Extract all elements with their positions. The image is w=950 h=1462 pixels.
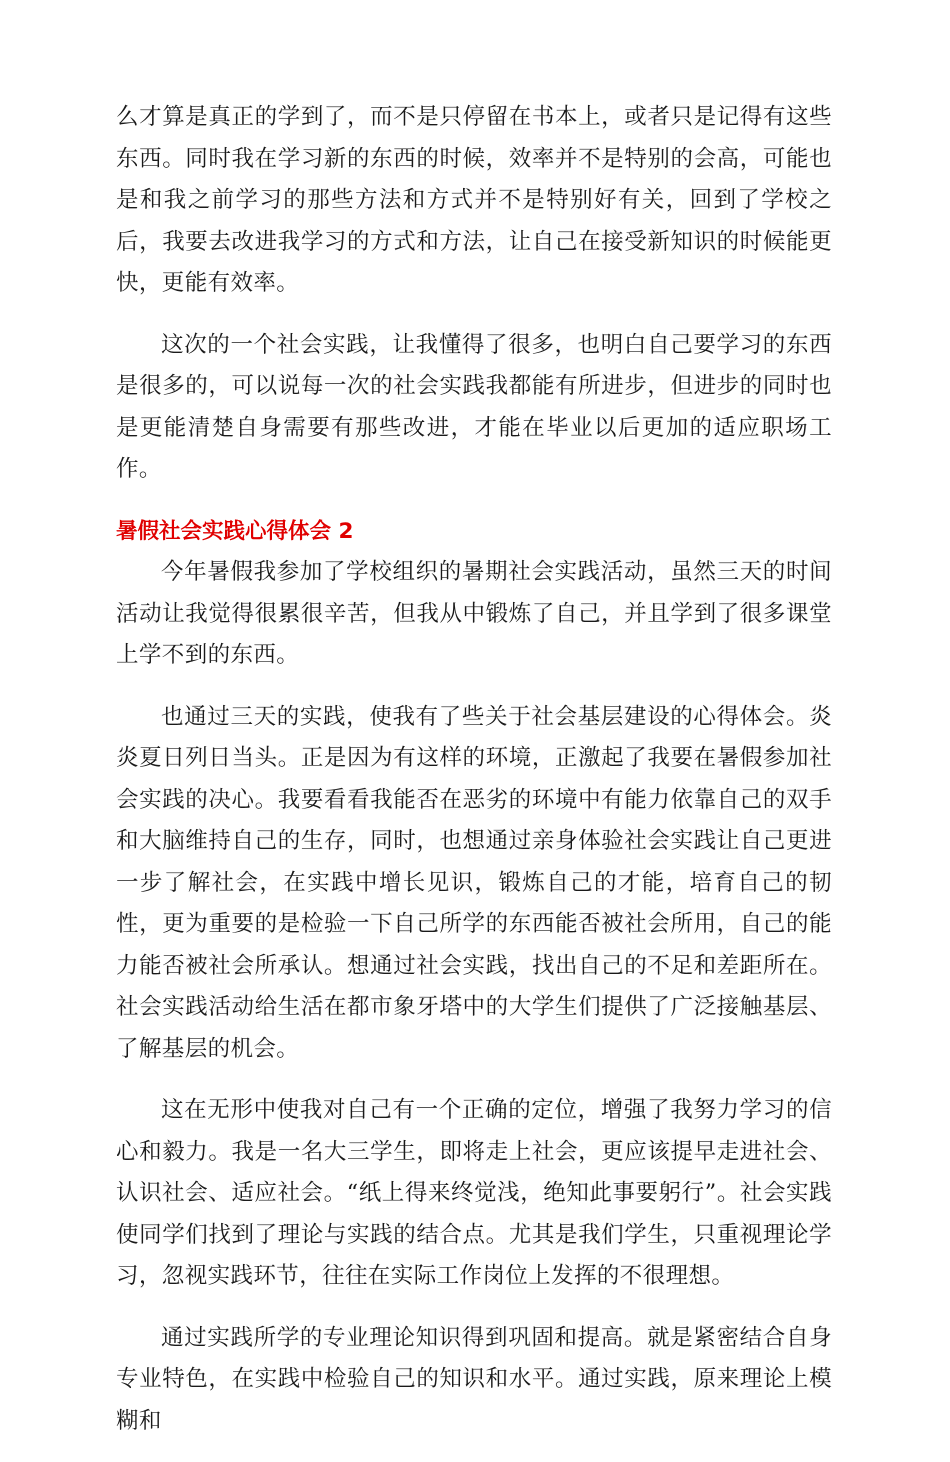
- paragraph-theory-consolidation: 通过实践所学的专业理论知识得到巩固和提高。就是紧密结合自身专业特色，在实践中检验自己的知识和水平。通过实践，原来理论上模糊和: [116, 1324, 832, 1434]
- paragraph-self-positioning: 这在无形中使我对自己有一个正确的定位，增强了我努力学习的信心和毅力。我是一名大三学生，即将走上社会，更应该提早走进社会、认识社会、适应社会。“纸上得来终觉浅，绝知此事要躬行”。社会实践使同学们找到了理论与实践的结合点。尤其是我们学生，只重视理论学习，忽视实践环节，往往在实际工作岗位上发挥的不很理想。: [116, 1097, 832, 1289]
- paragraph-summer-activity: 今年暑假我参加了学校组织的暑期社会实践活动，虽然三天的时间活动让我觉得很累很辛苦，但我从中锻炼了自己，并且学到了很多课堂上学不到的东西。: [116, 559, 832, 668]
- section-heading: 暑假社会实践心得体会 2: [116, 518, 354, 544]
- paragraph-three-days-practice: 也通过三天的实践，使我有了些关于社会基层建设的心得体会。炎炎夏日列日当头。正是因为有这样的环境，正激起了我要在暑假参加社会实践的决心。我要看看我能否在恶劣的环境中有能力依靠自己的双手和大脑维持自己的生存，同时，也想通过亲身体验社会实践让自己更进一步了解社会，在实践中增长见识，锻炼自己的才能，培育自己的韧性，更为重要的是检验一下自己所学的东西能否被社会所用，自己的能力能否被社会所承认。想通过社会实践，找出自己的不足和差距所在。社会实践活动给生活在都市象牙塔中的大学生们提供了广泛接触基层、了解基层的机会。: [116, 703, 832, 1062]
- paragraph-continuation: 么才算是真正的学到了，而不是只停留在书本上，或者只是记得有这些东西。同时我在学习新的东西的时候，效率并不是特别的会高，可能也是和我之前学习的那些方法和方式并不是特别好有关，回到了学校之后，我要去改进我学习的方式和方法，让自己在接受新知识的时候能更快，更能有效率。: [116, 104, 832, 296]
- paragraph-social-practice-summary: 这次的一个社会实践，让我懂得了很多，也明白自己要学习的东西是很多的，可以说每一次的社会实践我都能有所进步，但进步的同时也是更能清楚自身需要有那些改进，才能在毕业以后更加的适应职场工作。: [116, 331, 832, 482]
- document-page: [116, 97, 832, 1462]
